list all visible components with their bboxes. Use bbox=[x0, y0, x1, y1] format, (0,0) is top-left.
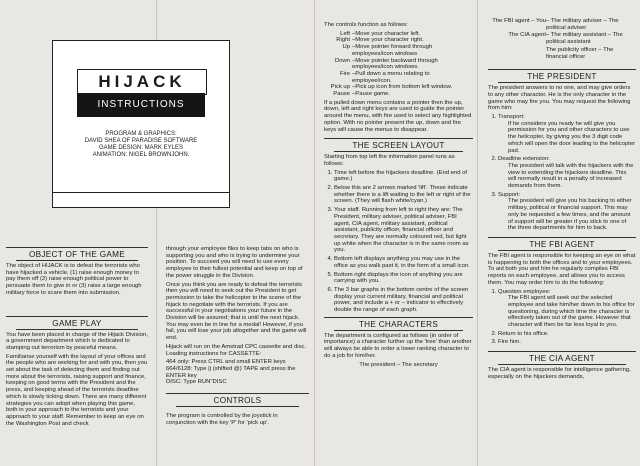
fbi-list bbox=[488, 289, 636, 347]
section-heading-controls: CONTROLS bbox=[166, 396, 309, 405]
item-title: Transport: bbox=[498, 114, 525, 121]
control-desc: –Move pointer backward through employees/icon windows. bbox=[352, 57, 438, 71]
loading-paragraph: Hijack will run on the Amstrad CPC cassette and disc. Loading instructions for CASSETTE: bbox=[166, 343, 307, 357]
section-heading-cia: THE CIA AGENT bbox=[488, 354, 636, 363]
loading-line: 664/6128: Type || (shifted @) TAPE and press the ENTER key bbox=[166, 365, 296, 379]
screen-list-item: 5. Bottom right displays the icon of anything you are carrying with you. bbox=[334, 272, 473, 285]
credit-line: DAVID SHEA OF PARADISE SOFTWARE bbox=[84, 138, 198, 144]
loading-line: DISC: Type RUN"DISC bbox=[166, 379, 227, 386]
screen-list-item: 1. Time left before the hijackers deadline. (End end of game.) bbox=[334, 170, 473, 183]
role-left: The CIA agent bbox=[508, 32, 546, 39]
section-heading-gameplay: GAME PLAY bbox=[6, 319, 148, 328]
page-fold bbox=[477, 0, 478, 466]
characters-paragraph: The department is configured as follows (in order of importance) a character further up the 'tree' than another will always be able to order a lower ranking character to do a job for him/her. bbox=[324, 332, 472, 359]
fbi-list-item bbox=[498, 339, 636, 346]
credit-line: PROGRAM & GRAPHICS: bbox=[105, 131, 177, 137]
object-text: The object of HIJACK is to defeat the terrorists who have hijacked a vehicle, (1) raise enough money to pay them off (2) raise enough political power to persuade them to give in or (3) raise a large enough military force to scare them into submission. bbox=[6, 263, 142, 296]
control-desc: –Move your character right. bbox=[352, 37, 424, 44]
cover-subtitle: INSTRUCTIONS bbox=[77, 93, 205, 117]
control-row bbox=[324, 58, 473, 71]
section-heading-screen: THE SCREEN LAYOUT bbox=[324, 141, 473, 150]
fbi-list-item bbox=[498, 331, 636, 338]
role-right: – The military assistant – The political assistant bbox=[546, 32, 623, 46]
fbi-list-item bbox=[498, 289, 636, 329]
item-title: Return to his office. bbox=[498, 330, 549, 337]
control-key: Fire bbox=[339, 70, 350, 77]
screen-list-item: 4. Bottom left displays anything you may use in the office as you walk past it, in the form of a small icon. bbox=[334, 256, 473, 269]
control-row bbox=[324, 37, 473, 44]
credit-line: ANIMATION: NIGEL BROWNJOHN. bbox=[92, 152, 190, 158]
screen-intro: Starting from top left the information panel runs as follows: bbox=[324, 154, 455, 167]
control-row bbox=[324, 84, 473, 91]
gameplay-paragraph: Familiarise yourself with the layout of your offices and the people who are working for and with you, then you set about the task of detecting them and finding out more about the terrorists, raising support and finance, keeping on good terms with the President and the press, and keeping ahead of the terrorists deadline which is slowly ticking down. There are many different strategies you can adopt when playing this game, both in your approach to the terrorists and your approach to your staff. Remember to keep an eye on the Washington Post and check bbox=[6, 353, 148, 427]
control-desc: –Pause game. bbox=[352, 91, 390, 98]
control-desc: –Pick up icon from bottom left window. bbox=[352, 84, 453, 91]
page-fold bbox=[314, 0, 315, 466]
role-right: – The military adviser – The political adviser bbox=[546, 18, 619, 31]
cia-text: The CIA agent is responsible for intelligence gathering, especially on the hijackers demands, bbox=[488, 367, 631, 380]
item-text: The president will talk with the hijackers with the view to extending the hijackers deadline. This will normally result in a penalty of increased demands from them. bbox=[508, 162, 634, 190]
item-title: Question employee: bbox=[498, 288, 551, 295]
credit-line: GAME DESIGN: MARK EYLES bbox=[98, 145, 184, 151]
gameplay-paragraph: You have been placed in charge of the Hijack Division, a government department which is dedicated to stamping out terrorism by peaceful means. bbox=[6, 331, 148, 351]
section-heading-fbi: THE FBI AGENT bbox=[488, 240, 636, 249]
section-heading-object: OBJECT OF THE GAME bbox=[6, 250, 148, 259]
role-row bbox=[488, 18, 636, 31]
role-row bbox=[488, 32, 636, 45]
item-text: The FBI agent will seek out the selected employee and take him/her down to his office for questioning, during which time the character is effectively taken out of the game. However that character will then be far less loyal to you. bbox=[508, 295, 635, 329]
cover-title: HIJACK bbox=[77, 69, 207, 95]
section-heading-characters: THE CHARACTERS bbox=[324, 320, 473, 329]
role-row bbox=[488, 47, 636, 60]
screen-list bbox=[324, 170, 473, 314]
control-desc: –Pull down a menu relating to employee/icon. bbox=[352, 70, 430, 84]
control-row bbox=[324, 44, 473, 57]
section-heading-president: THE PRESIDENT bbox=[488, 72, 636, 81]
column-3 bbox=[318, 0, 476, 466]
column-4 bbox=[480, 0, 640, 466]
control-row bbox=[324, 91, 473, 98]
control-key: Down bbox=[334, 57, 350, 64]
item-title: Support: bbox=[498, 191, 521, 198]
screen-list-item: 3. Your staff. Running from left to right they are: The President, military adviser, political adviser, FBI agent, CIA agent, military assistant, political assistant, publicity officer, financial officer and secretary. They are normally coloured red, but light up white when the character is in the same room as you. bbox=[334, 207, 473, 254]
control-desc: –Move pointer forward through employees/icon windows bbox=[352, 44, 433, 57]
item-title: Fire him. bbox=[498, 339, 521, 346]
president-list bbox=[488, 114, 636, 232]
control-key: Up bbox=[342, 44, 350, 51]
control-row bbox=[324, 31, 473, 38]
item-title: Deadline extension: bbox=[498, 156, 550, 163]
control-key: Pick up bbox=[330, 84, 350, 91]
controls-paragraph: If a pulled down menu contains a pointer then the up, down, left and right keys are used to guide the pointer around the menu, with fire used to select any highlighted option. With no pointer present the up, down and fire keys will cause the menus to disappear. bbox=[324, 99, 472, 133]
loading-line: 464 only: Press CTRL and small ENTER keys bbox=[166, 359, 286, 366]
president-list-item bbox=[498, 156, 636, 190]
control-key: Pause bbox=[333, 91, 350, 98]
control-key: Left bbox=[340, 30, 350, 37]
president-list-item bbox=[498, 192, 636, 232]
president-list-item bbox=[498, 114, 636, 154]
screen-list-item: 6. The 3 bar graphs in the bottom centre of the screen display your current military, financial and political power, and include a + or – indicator to effectively double the range of each graph. bbox=[334, 287, 473, 314]
fbi-intro: The FBI agent is responsible for keeping an eye on what is happening to both the offices and to your employees. To aid both you and him he regularly compiles FBI reports on each employee, and allows you to access them. You may order him to do the following: bbox=[488, 252, 636, 286]
control-row bbox=[324, 71, 473, 84]
controls-intro: The controls function as follows: bbox=[324, 22, 408, 28]
column-1 bbox=[0, 0, 152, 466]
role-left: The FBI agent – You bbox=[492, 18, 546, 24]
control-key: Right bbox=[336, 37, 350, 44]
item-text: The president will give you his backing to either military, political or financial support. This may only be requested a few times, and the amount of support will be greater if you stick to one of the three departments for him to back. bbox=[508, 198, 632, 232]
body-paragraph: through your employee files to keep tabs on who is supporting you and who is trying to undermine your position. To succeed you will need to use every employee to their fullest potential and keep on top of the power struggle in the Division. bbox=[166, 246, 303, 279]
characters-tree-line: The president – The secretary bbox=[359, 361, 438, 368]
controls-text: The program is controlled by the joystick in conjunction with the key 'P' for 'pick up'. bbox=[166, 413, 278, 426]
column-2 bbox=[160, 0, 312, 466]
body-paragraph: Once you think you are ready to defeat the terrorists then you will need to seek out the President to get permission to take the helicopter to the scene of the hijack to negotiate with the terrorists. If you are successful in your negotiations your future in the Division will be assured; that is until the next hijack. You may even be in line for a medal! However, if you fail, you will lose your job altogether and the game will end. bbox=[166, 281, 307, 342]
control-desc: –Move your character left. bbox=[352, 30, 421, 37]
president-intro: The president answers to no one, and may give orders to any other character. He is the only character in the game who may fire you. You may request the following from him: bbox=[488, 85, 631, 112]
role-right: The publicity officer – The financial officer bbox=[546, 46, 614, 60]
item-text: If he considers you ready he will give you permission for you and other characters to use the helicopter, by giving you the 3 digit code which will open the door leading to the helicopter pad. bbox=[508, 120, 636, 154]
screen-list-item: 2. Below this are 2 arrows marked 'lift'. These indicate whether there is a lift waiting to the left or right of the screen. (They will flash white/cyan.) bbox=[334, 185, 473, 205]
